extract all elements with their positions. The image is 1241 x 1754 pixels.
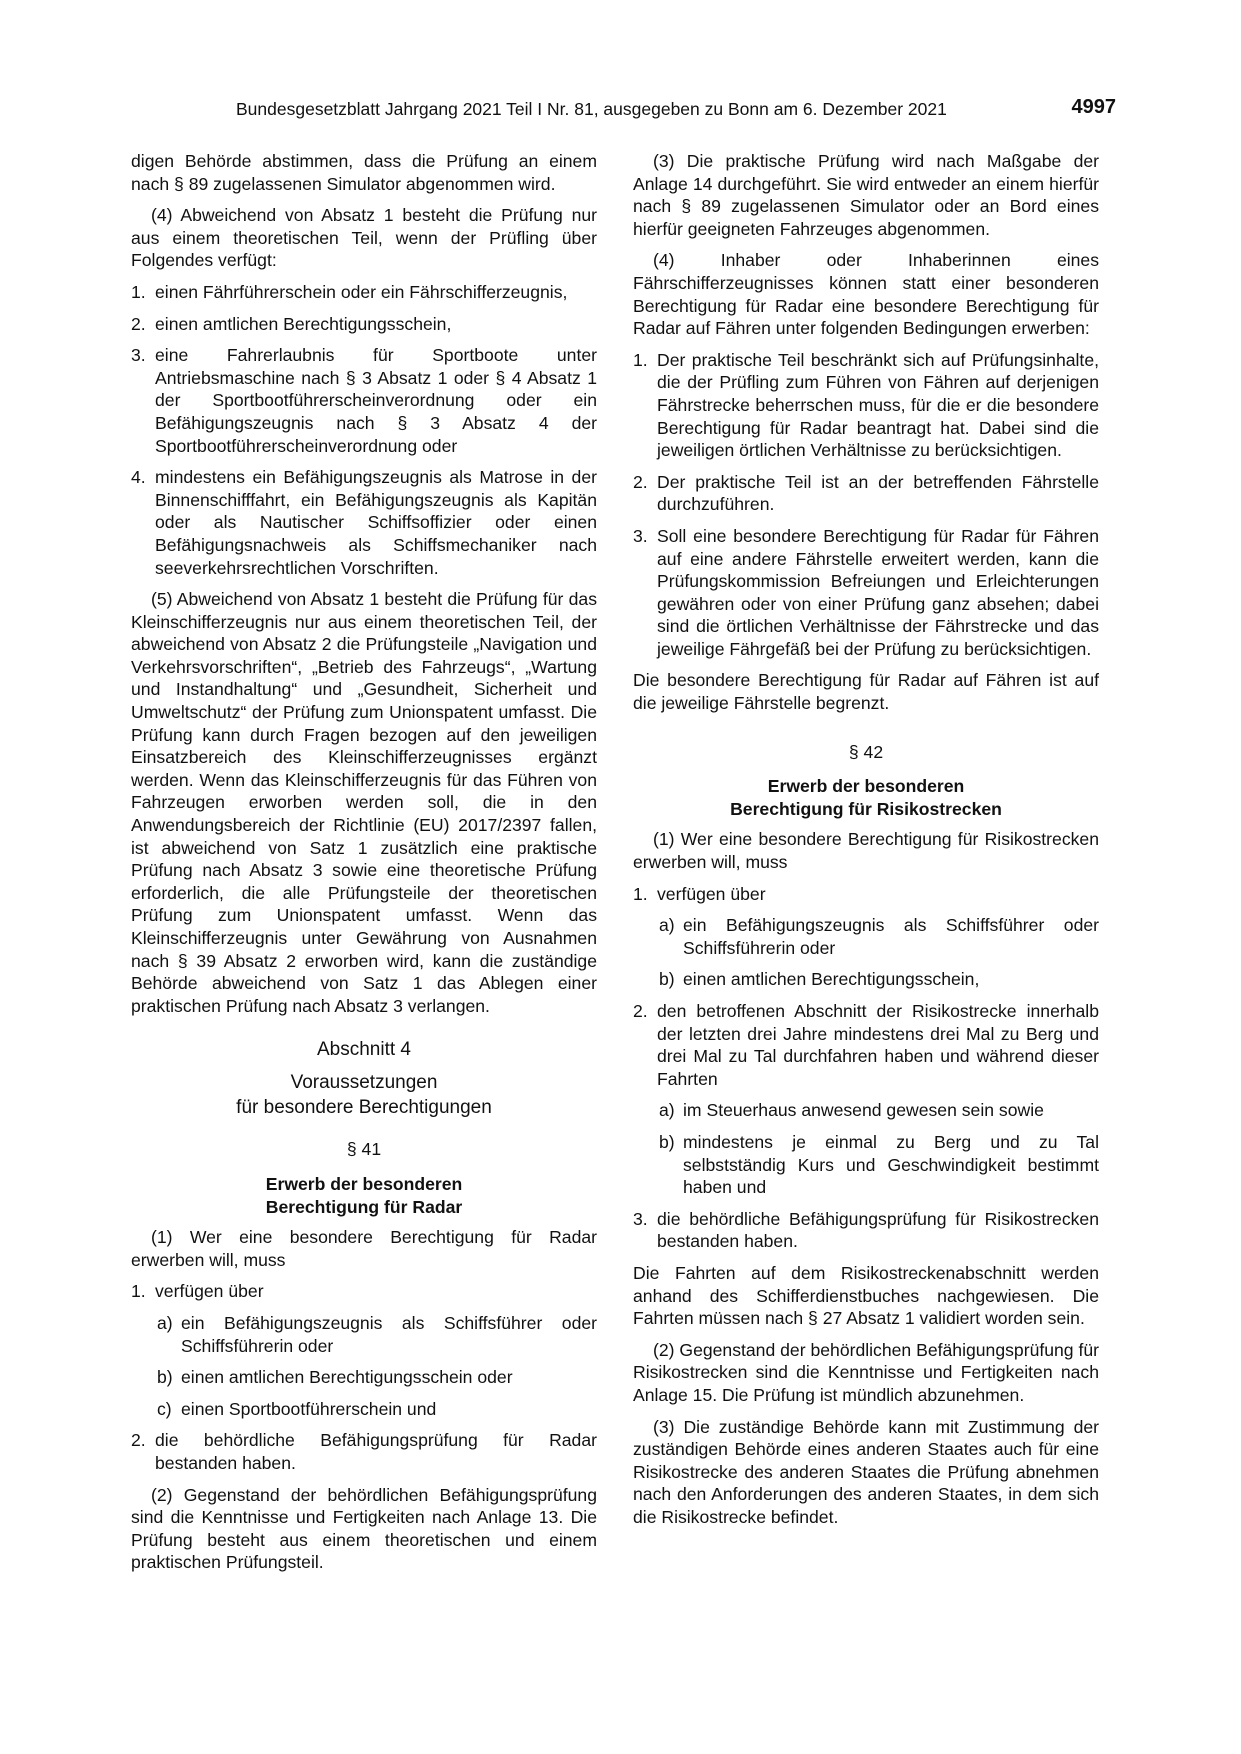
list-number: 2. — [633, 471, 648, 492]
list-number: 3. — [131, 345, 146, 366]
running-title: Bundesgesetzblatt Jahrgang 2021 Teil I Nr. 81, ausgegeben zu Bonn am 6. Dezember 2021 — [236, 99, 947, 119]
list-number: 4. — [131, 467, 146, 488]
chapter-label: Abschnitt 4 — [317, 1039, 411, 1061]
paragraph: (2) Gegenstand der behördlichen Befähigungsprüfung sind die Kenntnisse und Fertigkeiten nach Anlage 13. Die Prüfung besteht aus einem theoretischen und einem praktischen Prüfungsteil. — [131, 1484, 597, 1573]
list-item — [131, 1280, 597, 1303]
sub-list-letter: c) — [157, 1398, 172, 1419]
list-text: Soll eine besondere Berechtigung für Radar für Fähren auf eine andere Fährstelle erweitert werden, kann die Prüfungskommission Befreiungen und Erleichterungen gewähren oder von einer Prüfung ganz absehen; dabei sind die örtlichen Verhältnisse der Fährstrecke und das jeweilige Fährgefäß bei der Prüfung zu berücksichtigen. — [657, 525, 1099, 659]
section-number: § 42 — [848, 741, 884, 762]
chapter-title-line: Voraussetzungen — [290, 1072, 438, 1094]
list-text: den betroffenen Abschnitt der Risikostrecke innerhalb der letzten drei Jahre mindestens drei Mal zu Berg und drei Mal zu Tal durchfahren haben und während dieser Fahrten — [657, 1001, 1099, 1089]
sub-list-item — [157, 1312, 597, 1357]
sub-list-letter: b) — [659, 1131, 675, 1152]
section-heading-line: Erwerb der besonderen — [767, 776, 965, 797]
list-item — [131, 466, 597, 579]
paragraph: (4) Inhaber oder Inhaberinnen eines Fährschifferzeugnisses können statt einer besonderen Berechtigung für Radar eine besondere Berechtigung für Radar auf Fähren unter folgenden Bedingungen erwerben: — [633, 250, 1099, 339]
list-number: 3. — [633, 1208, 648, 1229]
page-number: 4997 — [1071, 96, 1116, 118]
list-item — [633, 1208, 1099, 1253]
section-number: § 41 — [346, 1139, 382, 1160]
sub-list-item — [659, 1099, 1099, 1122]
sub-list-text: im Steuerhaus anwesend gewesen sein sowie — [683, 1100, 1044, 1121]
list-number: 1. — [131, 1281, 146, 1302]
list-text: mindestens ein Befähigungszeugnis als Matrose in der Binnenschifffahrt, ein Befähigungszeugnis als Kapitän oder als Nautischer Schiffsoffizier oder einen Befähigungsnachweis als Schiffsmechaniker nach seeverkehrsrechtlichen Vorschriften. — [155, 467, 597, 578]
left-column — [131, 150, 597, 1583]
list-item — [131, 313, 597, 336]
list-text: verfügen über — [155, 1281, 264, 1302]
sub-list-text: einen amtlichen Berechtigungsschein, — [683, 969, 980, 990]
sub-list-text: einen Sportbootführerschein und — [181, 1398, 437, 1419]
sub-list-text: mindestens je einmal zu Berg und zu Tal selbstständig Kurs und Geschwindigkeit bestimmt haben und — [683, 1131, 1099, 1198]
sub-list-letter: a) — [659, 915, 675, 936]
list-item — [633, 1000, 1099, 1090]
list-text: einen amtlichen Berechtigungsschein, — [155, 313, 452, 334]
sub-list-text: ein Befähigungszeugnis als Schiffsführer oder Schiffsführerin oder — [683, 915, 1099, 958]
list-text: einen Fährführerschein oder ein Fährschifferzeugnis, — [155, 281, 568, 302]
list-number: 2. — [131, 313, 146, 334]
list-item — [131, 281, 597, 304]
list-number: 1. — [633, 883, 648, 904]
page-header — [236, 96, 1116, 125]
section-heading-line: Berechtigung für Risikostrecken — [730, 798, 1002, 819]
paragraph: (1) Wer eine besondere Berechtigung für Radar erwerben will, muss — [131, 1227, 597, 1270]
sub-list-letter: b) — [659, 969, 675, 990]
sub-list-letter: a) — [157, 1312, 173, 1333]
list-number: 1. — [633, 349, 648, 370]
sub-list-item — [157, 1398, 597, 1421]
paragraph: (3) Die praktische Prüfung wird nach Maßgabe der Anlage 14 durchgeführt. Sie wird entweder an einem hierfür nach § 89 zugelassenen Simulator oder an Bord eines hierfür geeigneten Fahrzeuges abgenommen. — [633, 151, 1099, 239]
sub-list-item — [659, 1131, 1099, 1199]
paragraph: (2) Gegenstand der behördlichen Befähigungsprüfung für Risikostrecken sind die Kenntnisse und Fertigkeiten nach Anlage 15. Die Prüfung ist mündlich abzunehmen. — [633, 1339, 1100, 1405]
paragraph: (1) Wer eine besondere Berechtigung für Risikostrecken erwerben will, muss — [633, 829, 1099, 873]
list-item — [633, 349, 1099, 462]
list-number: 2. — [131, 1430, 146, 1451]
list-number: 2. — [633, 1001, 648, 1021]
paragraph: Die besondere Berechtigung für Radar auf Fähren ist auf die jeweilige Fährstelle begrenzt. — [633, 670, 1099, 714]
list-text: eine Fahrerlaubnis für Sportboote unter Antriebsmaschine nach § 3 Absatz 1 oder § 4 Absatz 1 der Sportbootführerscheinverordnung oder ein Befähigungszeugnis nach § 3 Absatz 4 der Sportbootführerscheinverordnung oder — [155, 345, 597, 456]
list-number: 3. — [633, 525, 648, 546]
list-item — [131, 1429, 597, 1474]
list-item — [131, 344, 597, 457]
list-text: verfügen über — [657, 883, 766, 904]
paragraph: (3) Die zuständige Behörde kann mit Zustimmung der zuständigen Behörde eines anderen Staates auch für eine Risikostrecke des anderen Staates die Prüfung abnehmen nach den Anforderungen des anderen Staates, in dem sich die Risikostrecke befindet. — [633, 1416, 1099, 1527]
sub-list-letter: b) — [157, 1367, 173, 1388]
chapter-title-line: für besondere Berechtigungen — [236, 1097, 492, 1119]
list-item — [633, 471, 1099, 516]
sub-list-text: einen amtlichen Berechtigungsschein oder — [181, 1367, 513, 1388]
list-text: Der praktische Teil beschränkt sich auf Prüfungsinhalte, die der Prüfling zum Führen von Fähren auf derjenigen Fährstrecke beherrschen muss, für die er die besondere Berechtigung für Radar beantragt hat. Dabei sind die jeweiligen örtlichen Verhältnisse zu berücksichtigen. — [657, 349, 1099, 461]
list-text: die behördliche Befähigungsprüfung für Radar bestanden haben. — [155, 1430, 597, 1473]
list-text: die behördliche Befähigungsprüfung für Risikostrecken bestanden haben. — [657, 1208, 1099, 1252]
sub-list-item — [659, 968, 1099, 991]
paragraph: digen Behörde abstimmen, dass die Prüfung an einem nach § 89 zugelassenen Simulator abgenommen wird. — [131, 151, 597, 194]
list-item — [633, 883, 1099, 906]
right-column — [633, 150, 1099, 1537]
list-text: Der praktische Teil ist an der betreffenden Fährstelle durchzuführen. — [657, 471, 1099, 515]
sub-list-item — [659, 914, 1099, 959]
paragraph: Die Fahrten auf dem Risikostreckenabschnitt werden anhand des Schifferdienstbuches nachgewiesen. Die Fahrten müssen nach § 27 Absatz 1 validiert worden sein. — [633, 1262, 1099, 1329]
section-heading-line: Erwerb der besonderen — [265, 1173, 463, 1194]
list-number: 1. — [131, 281, 146, 302]
paragraph: (5) Abweichend von Absatz 1 besteht die Prüfung für das Kleinschifferzeugnis nur aus einem theoretischen Teil, der abweichend von Absatz 2 die Prüfungsteile „Navigation und Verkehrsvorschriften“, „Betrieb des Fahrzeugs“, „Wartung und Instandhaltung“ und „Gesundheit, Sicherheit und Umweltschutz“ der Prüfung zum Unionspatent umfasst. Die Prüfung kann durch Fragen bezogen auf den jeweiligen Einsatzbereich des Kleinschifferzeugnisses ergänzt werden. Wenn das Kleinschifferzeugnis für das Führen von Fahrzeugen erworben werden soll, die in den Anwendungsbereich der Richtlinie (EU) 2017/2397 fallen, ist abweichend von Satz 1 zusätzlich eine praktische Prüfung nach Absatz 3 sowie eine theoretische Prüfung erforderlich, die alle Prüfungsteile der theoretischen Prüfung zum Unionspatent umfasst. Wenn das Kleinschifferzeugnis unter Gewährung von Ausnahmen nach § 39 Absatz 2 erworben wird, kann die zuständige Behörde abweichend von Satz 1 das Ablegen einer praktischen Prüfung nach Absatz 3 verlangen. — [131, 589, 597, 1016]
section-heading-line: Berechtigung für Radar — [265, 1196, 463, 1217]
sub-list-item — [157, 1366, 597, 1389]
list-item — [633, 525, 1099, 661]
paragraph: (4) Abweichend von Absatz 1 besteht die Prüfung nur aus einem theoretischen Teil, wenn der Prüfling über Folgendes verfügt: — [131, 205, 597, 271]
sub-list-text: ein Befähigungszeugnis als Schiffsführer oder Schiffsführerin oder — [181, 1312, 597, 1356]
sub-list-letter: a) — [659, 1100, 675, 1121]
